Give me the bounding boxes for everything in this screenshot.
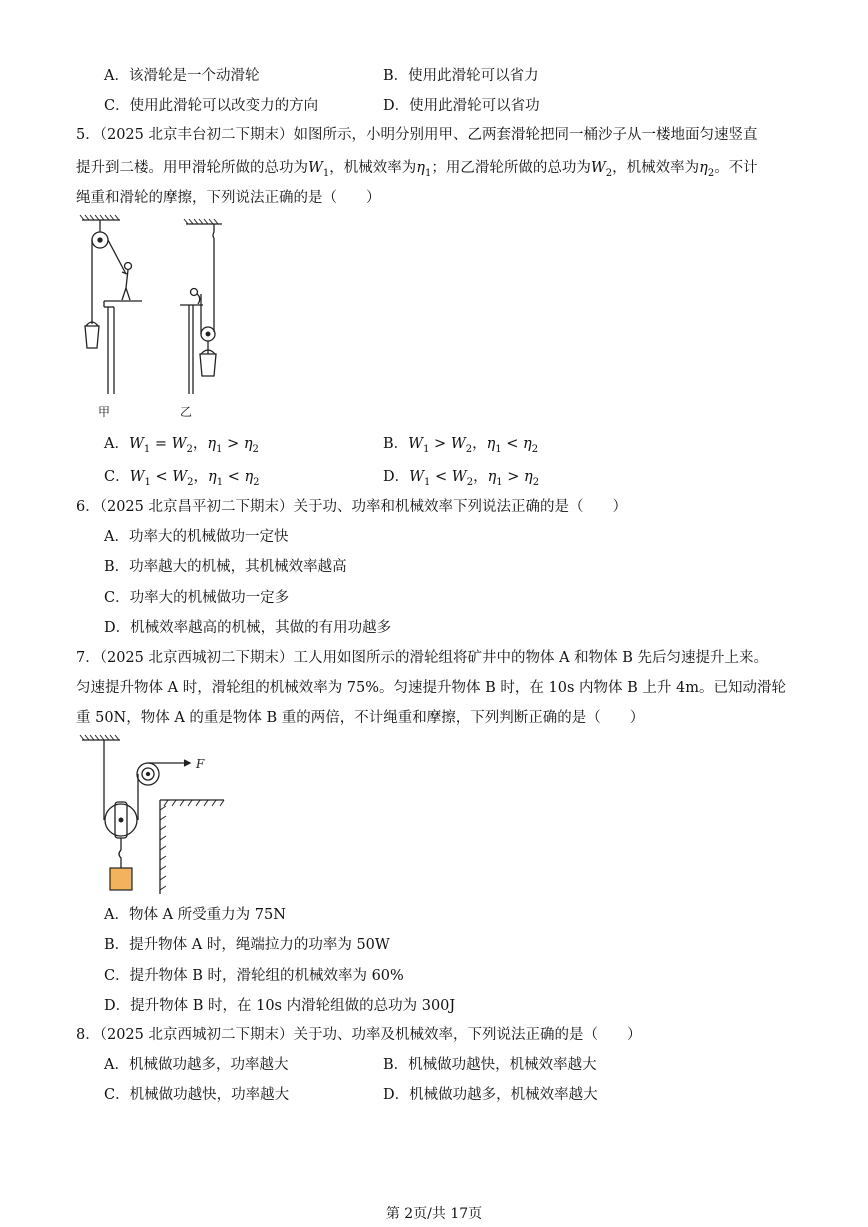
page-number-footer: 第 2页/共 17页 [385,1206,483,1222]
q7-option-a: A．物体 A 所受重力为 75N [104,907,286,923]
q7-option-c: C．提升物体 B 时，滑轮组的机械效率为 60% [104,968,404,984]
q8-option-a: A．机械做功越多，功率越大 [104,1057,289,1073]
fig-label-f: F [196,757,205,771]
q7-stem-line3: 重 50N，物体 A 的重是物体 B 重的两倍，不计绳重和摩擦，下列判断正确的是（ ） [76,710,645,726]
q6-option-c: C．功率大的机械做功一定多 [104,590,290,606]
q4-option-b: B．使用此滑轮可以省力 [383,68,539,84]
q8-option-c: C．机械做功越快，功率越大 [104,1087,290,1103]
q6-option-b: B．功率越大的机械，其机械效率越高 [104,559,347,575]
q8-stem: 8．（2025 北京西城初二下期末）关于功、功率及机械效率，下列说法正确的是（ ） [76,1027,642,1043]
q5-option-c: C．$W_1 < W_2$，$\eta_1 < \eta_2$ [104,469,260,488]
jia-fixed-pulley-setup [80,215,142,394]
q5-pulley-figure [76,214,246,424]
q5-option-a: A．$W_1 = W_2$，$\eta_1 > \eta_2$ [104,436,259,455]
q7-option-b: B．提升物体 A 时，绳端拉力的功率为 50W [104,937,390,953]
q5-stem-line1: 5．（2025 北京丰台初二下期末）如图所示，小明分别用甲、乙两套滑轮把同一桶沙子从一楼地面匀速竖直 [76,127,758,143]
q5-option-d: D．$W_1 < W_2$，$\eta_1 > \eta_2$ [383,469,540,488]
fig-label-yi: 乙 [179,405,193,419]
q4-option-a: A．该滑轮是一个动滑轮 [104,68,260,84]
q5-stem-line2: 提升到二楼。用甲滑轮所做的总功为$W_1$，机械效率为$\eta_1$；用乙滑轮所做的总功为$W_2$，机械效率为$\eta_2$。不计 [76,160,758,179]
fig-label-jia: 甲 [97,405,111,419]
q6-option-d: D．机械效率越高的机械，其做的有用功越多 [104,620,392,636]
q6-option-a: A．功率大的机械做功一定快 [104,529,289,545]
q7-object-block [110,868,132,890]
q7-stem-line2: 匀速提升物体 A 时，滑轮组的机械效率为 75%。匀速提升物体 B 时，在 10s 内物体 B 上升 4m。已知动滑轮 [76,680,786,696]
q4-option-c: C．使用此滑轮可以改变力的方向 [104,98,319,114]
yi-movable-pulley-setup [180,219,222,394]
q7-option-d: D．提升物体 B 时，在 10s 内滑轮组做的总功为 300J [104,998,456,1014]
q6-stem: 6．（2025 北京昌平初二下期末）关于功、功率和机械效率下列说法正确的是（ ） [76,499,627,515]
q5-stem-line3: 绳重和滑轮的摩擦，下列说法正确的是（ ） [76,190,381,206]
q5-option-b: B．$W_1 > W_2$，$\eta_1 < \eta_2$ [383,436,539,455]
q7-pulley-figure [76,734,236,896]
q8-option-d: D．机械做功越多，机械效率越大 [383,1087,598,1103]
q8-option-b: B．机械做功越快，机械效率越大 [383,1057,597,1073]
q4-option-d: D．使用此滑轮可以省功 [383,98,540,114]
q7-stem-line1: 7．（2025 北京西城初二下期末）工人用如图所示的滑轮组将矿井中的物体 A 和物体 B 先后匀速提升上来。 [76,650,769,666]
